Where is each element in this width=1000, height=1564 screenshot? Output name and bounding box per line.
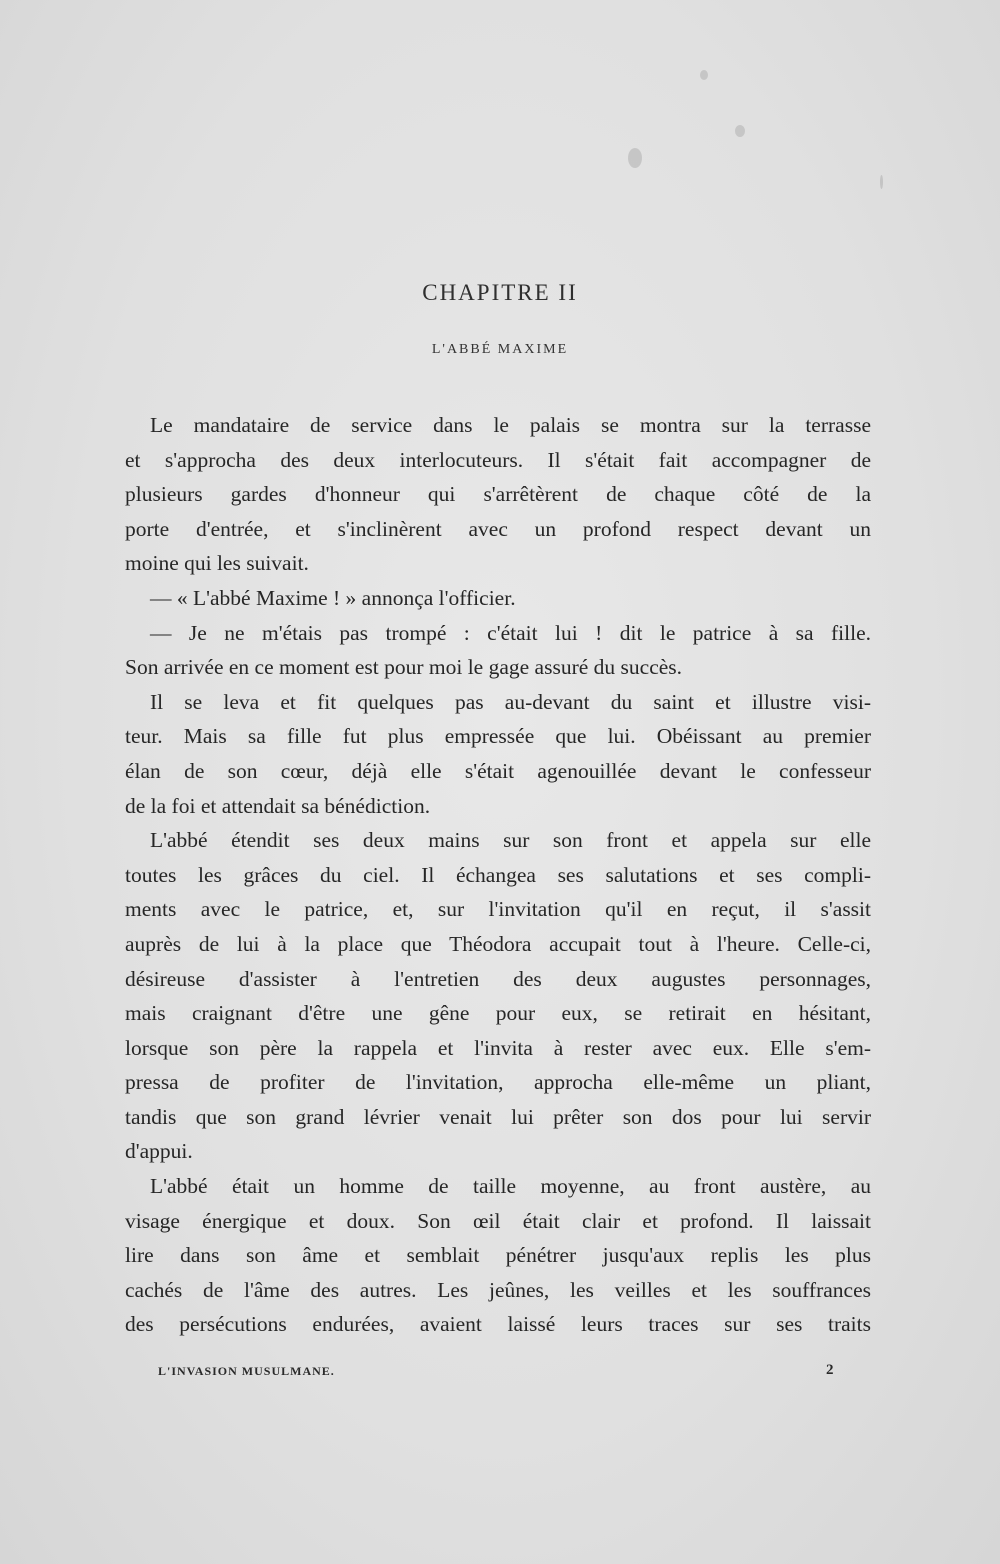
text-line: — Je ne m'étais pas trompé : c'était lui ! dit le patrice à sa fille.: [150, 620, 871, 645]
text-line: de la foi et attendait sa bénédiction.: [125, 793, 431, 818]
text-line: lire dans son âme et semblait pénétrer jusqu'aux replis les plus: [125, 1243, 871, 1268]
text-line: L'abbé était un homme de taille moyenne, au front austère, au: [150, 1174, 871, 1199]
page-number: 2: [826, 1362, 834, 1378]
text-line: L'abbé étendit ses deux mains sur son front et appela sur elle: [150, 828, 871, 853]
text-line: mais craignant d'être une gêne pour eux, se retirait en hésitant,: [125, 1001, 871, 1026]
text-line: tandis que son grand lévrier venait lui prêter son dos pour lui servir: [125, 1104, 871, 1129]
text-line: visage énergique et doux. Son œil était clair et profond. Il laissait: [125, 1208, 871, 1233]
chapter-title: CHAPITRE II: [422, 280, 578, 305]
text-line: pressa de profiter de l'invitation, approcha elle-même un pliant,: [125, 1070, 871, 1095]
text-line: élan de son cœur, déjà elle s'était agenouillée devant le confesseur: [125, 758, 871, 783]
text-line: ments avec le patrice, et, sur l'invitation qu'il en reçut, il s'assit: [125, 897, 871, 922]
text-line: et s'approcha des deux interlocuteurs. Il s'était fait accompagner de: [125, 447, 871, 472]
chapter-subtitle: L'ABBÉ MAXIME: [431, 342, 569, 357]
paper-speck: [735, 125, 745, 137]
paper-speck: [880, 175, 883, 189]
text-line: teur. Mais sa fille fut plus empressée que lui. Obéissant au premier: [125, 724, 871, 749]
text-line: cachés de l'âme des autres. Les jeûnes, les veilles et les souffrances: [125, 1277, 871, 1302]
text-line: plusieurs gardes d'honneur qui s'arrêtèrent de chaque côté de la: [125, 482, 871, 507]
text-line: porte d'entrée, et s'inclinèrent avec un profond respect devant un: [125, 516, 871, 541]
paper-speck: [628, 148, 642, 168]
text-line: Son arrivée en ce moment est pour moi le gage assuré du succès.: [125, 655, 683, 680]
body-text: [125, 408, 871, 1342]
text-line: lorsque son père la rappela et l'invita à rester avec eux. Elle s'em-: [125, 1035, 871, 1060]
text-line: Il se leva et fit quelques pas au-devant du saint et illustre visi-: [150, 689, 871, 714]
footer-signature: L'INVASION MUSULMANE.: [158, 1364, 335, 1378]
text-line: toutes les grâces du ciel. Il échangea ses salutations et ses compli-: [125, 862, 871, 887]
paper-speck: [700, 70, 708, 80]
text-line: désireuse d'assister à l'entretien des deux augustes personnages,: [125, 966, 871, 991]
text-line: d'appui.: [125, 1139, 193, 1164]
text-line: — « L'abbé Maxime ! » annonça l'officier.: [150, 585, 516, 610]
text-line: Le mandataire de service dans le palais se montra sur la terrasse: [150, 413, 871, 437]
text-line: moine qui les suivait.: [125, 551, 309, 576]
text-line: auprès de lui à la place que Théodora accupait tout à l'heure. Celle-ci,: [125, 931, 871, 956]
text-line: des persécutions endurées, avaient laissé leurs traces sur ses traits: [125, 1312, 871, 1337]
